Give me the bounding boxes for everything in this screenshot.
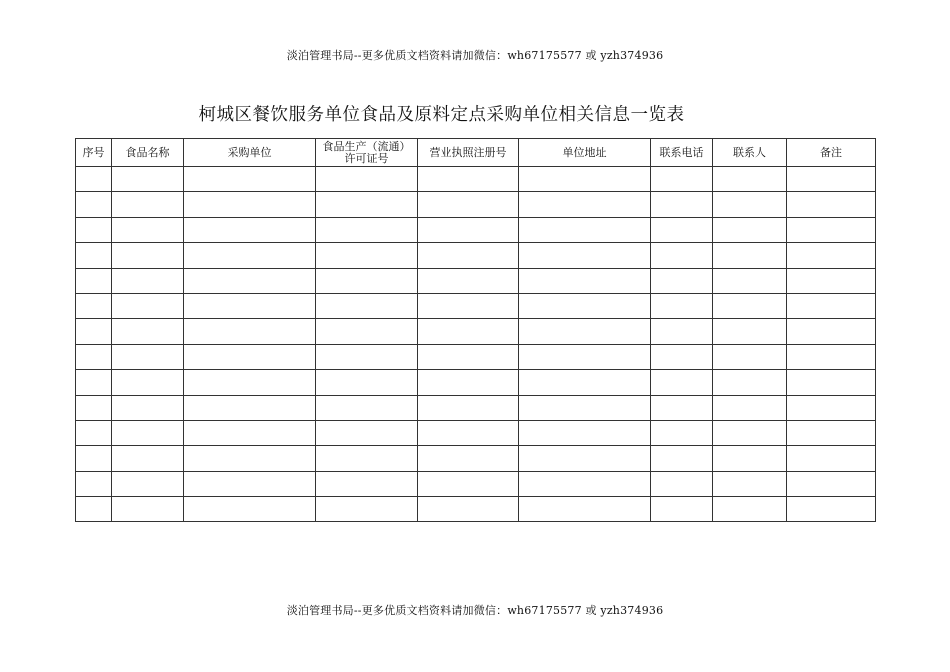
column-header: 备注 [787,139,876,167]
table-row [76,243,876,268]
table-cell [651,319,713,344]
column-header: 联系电话 [651,139,713,167]
table-cell [316,319,418,344]
table-cell [651,497,713,522]
table-cell [651,395,713,420]
table-cell [112,446,184,471]
table-cell [651,370,713,395]
table-cell [713,217,787,242]
table-cell [112,167,184,192]
table-header-row [76,139,876,167]
table-cell [418,471,519,496]
table-cell [316,243,418,268]
table-cell [418,293,519,318]
header-note: 淡泊管理书局--更多优质文档资料请加微信：wh67175577 或 yzh374936 [286,49,664,62]
table-row [76,192,876,217]
table-cell [519,446,651,471]
table-cell [76,344,112,369]
table-cell [651,167,713,192]
table-cell [787,370,876,395]
table-cell [184,370,316,395]
table-row [76,217,876,242]
table-cell [519,293,651,318]
table-cell [519,217,651,242]
column-header: 采购单位 [184,139,316,167]
table-cell [787,497,876,522]
table-cell [519,192,651,217]
table-cell [787,217,876,242]
table-row [76,395,876,420]
table-cell [519,319,651,344]
table-cell [418,217,519,242]
table-cell [418,167,519,192]
table-cell [713,319,787,344]
table-cell [651,446,713,471]
table-cell [184,420,316,445]
table-cell [76,420,112,445]
table-cell [651,192,713,217]
table-cell [418,395,519,420]
table-cell [713,395,787,420]
table-row [76,446,876,471]
table-cell [713,420,787,445]
column-header: 食品名称 [112,139,184,167]
table-cell [418,268,519,293]
table-cell [76,395,112,420]
column-header: 单位地址 [519,139,651,167]
table-cell [184,446,316,471]
column-header: 联系人 [713,139,787,167]
table-cell [316,268,418,293]
table-cell [651,293,713,318]
table-row [76,319,876,344]
table-cell [519,344,651,369]
table-body [76,167,876,522]
table-cell [316,446,418,471]
table-cell [651,217,713,242]
table-cell [76,217,112,242]
column-header: 序号 [76,139,112,167]
table-cell [316,344,418,369]
table-cell [519,370,651,395]
table-row [76,420,876,445]
table-cell [112,268,184,293]
table-cell [519,395,651,420]
table-cell [316,192,418,217]
table-cell [184,192,316,217]
table-cell [713,471,787,496]
table-row [76,268,876,293]
table-cell [184,167,316,192]
table-cell [112,192,184,217]
table-cell [651,243,713,268]
table-cell [787,420,876,445]
table-row [76,471,876,496]
table-cell [112,395,184,420]
table-cell [316,370,418,395]
table-cell [184,344,316,369]
table-cell [713,192,787,217]
table-cell [519,497,651,522]
table-cell [316,497,418,522]
table-cell [787,471,876,496]
table-row [76,293,876,318]
info-table [75,138,876,522]
table-cell [787,268,876,293]
table-cell [112,370,184,395]
table-cell [418,370,519,395]
table-cell [112,293,184,318]
table-cell [519,243,651,268]
table-cell [184,497,316,522]
table-cell [787,293,876,318]
table-cell [713,344,787,369]
table-cell [418,420,519,445]
table-cell [112,319,184,344]
table-cell [787,395,876,420]
table-cell [184,268,316,293]
table-cell [112,344,184,369]
table-cell [316,420,418,445]
table-cell [787,243,876,268]
table-row [76,167,876,192]
table-cell [713,268,787,293]
table-cell [519,268,651,293]
table-cell [316,395,418,420]
table-cell [787,167,876,192]
table-cell [76,370,112,395]
table-cell [76,293,112,318]
table-cell [713,293,787,318]
table-cell [184,217,316,242]
table-cell [713,167,787,192]
table-cell [651,344,713,369]
table-cell [519,167,651,192]
table-cell [184,293,316,318]
table-cell [184,471,316,496]
table-cell [787,192,876,217]
table-cell [713,243,787,268]
table-row [76,370,876,395]
table-cell [76,243,112,268]
table-cell [76,471,112,496]
table-cell [184,395,316,420]
table-cell [76,268,112,293]
table-cell [787,344,876,369]
column-header: 食品生产（流通）许可证号 [316,139,418,167]
document-title: 柯城区餐饮服务单位食品及原料定点采购单位相关信息一览表 [198,105,685,125]
table-cell [112,471,184,496]
table-cell [112,420,184,445]
table-cell [76,192,112,217]
table-cell [418,192,519,217]
table-cell [418,344,519,369]
table-cell [519,471,651,496]
table-cell [184,243,316,268]
table-cell [316,167,418,192]
table-cell [418,319,519,344]
table-cell [76,167,112,192]
table-cell [316,217,418,242]
table-cell [651,420,713,445]
table-cell [316,471,418,496]
table-cell [112,243,184,268]
table-cell [418,497,519,522]
table-cell [713,497,787,522]
table-cell [519,420,651,445]
table-cell [184,319,316,344]
table-cell [76,497,112,522]
table-cell [713,446,787,471]
table-cell [76,446,112,471]
table-row [76,344,876,369]
table-cell [651,268,713,293]
table-cell [76,319,112,344]
table-cell [787,319,876,344]
table-cell [418,243,519,268]
table-cell [787,446,876,471]
table-cell [713,370,787,395]
table-row [76,497,876,522]
column-header: 营业执照注册号 [418,139,519,167]
footer-note: 淡泊管理书局--更多优质文档资料请加微信：wh67175577 或 yzh374936 [286,604,664,617]
table-cell [316,293,418,318]
table-cell [112,217,184,242]
table-cell [418,446,519,471]
table-cell [112,497,184,522]
table-cell [651,471,713,496]
